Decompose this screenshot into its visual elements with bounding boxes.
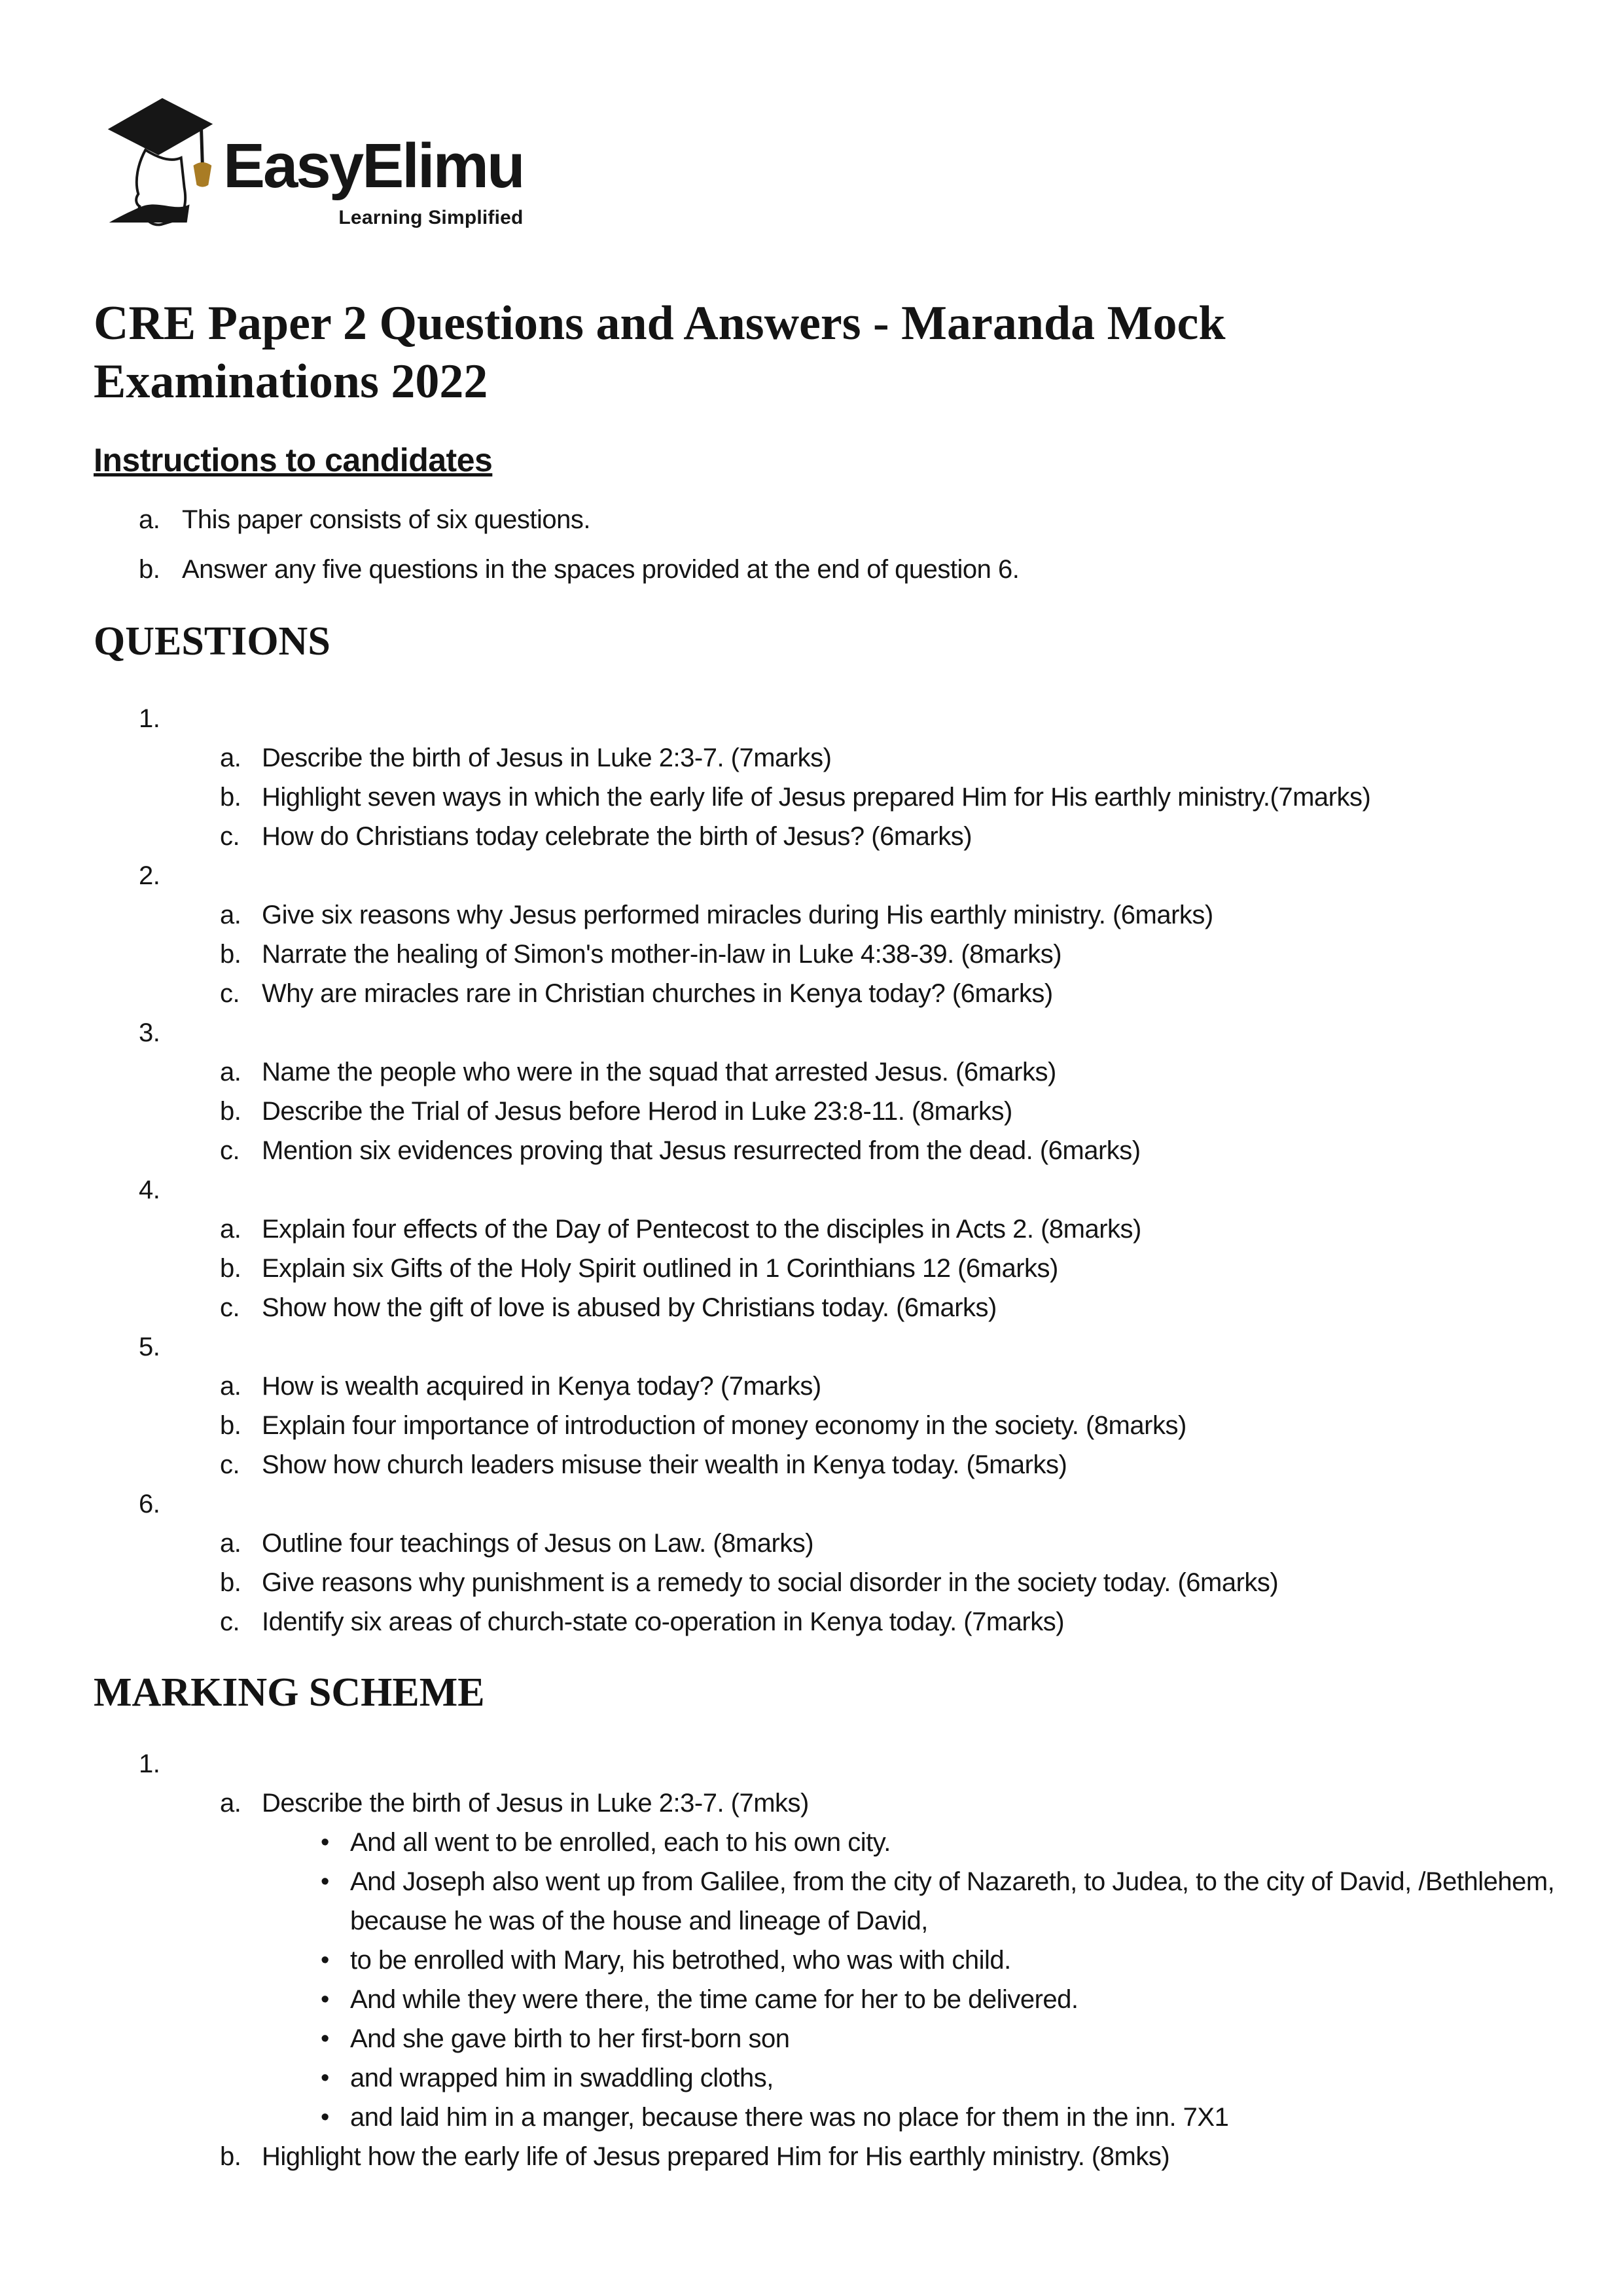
question-part xyxy=(94,1563,1558,1602)
question-part xyxy=(94,1092,1558,1131)
part-text: How is wealth acquired in Kenya today? (7marks) xyxy=(262,1371,821,1401)
instructions-heading: Instructions to candidates xyxy=(94,441,493,478)
part-text: Name the people who were in the squad that arrested Jesus. (6marks) xyxy=(262,1057,1056,1086)
question-part xyxy=(94,1602,1558,1641)
part-marker: b. xyxy=(220,939,241,969)
instruction-marker: a. xyxy=(139,505,160,535)
question-number-label: 6. xyxy=(139,1489,160,1518)
question-1 xyxy=(94,699,1558,856)
marking-scheme-heading: MARKING SCHEME xyxy=(94,1670,485,1715)
brand-name: EasyElimu xyxy=(223,131,524,201)
marking-scheme xyxy=(94,1744,1558,2176)
question-part xyxy=(94,738,1558,778)
part-marker: a. xyxy=(220,743,241,772)
page-title: CRE Paper 2 Questions and Answers - Maranda Mock Examinations 2022 xyxy=(94,296,1226,408)
part-marker: a. xyxy=(220,900,241,929)
question-part xyxy=(94,817,1558,856)
bullet-text: • And Joseph also went up from Galilee, from the city of Nazareth, to Judea, to the city of David, /Bethlehem, because he was of the house and lineage of David, xyxy=(350,1867,1555,1936)
part-marker: b. xyxy=(220,1096,241,1126)
part-text: Highlight seven ways in which the early life of Jesus prepared Him for His earthly ministry.(7marks) xyxy=(262,782,1371,812)
question-number-label: 5. xyxy=(139,1332,160,1361)
part-text: Describe the birth of Jesus in Luke 2:3-7. (7marks) xyxy=(262,743,832,772)
instruction-item xyxy=(94,550,1558,589)
part-marker: b. xyxy=(220,1568,241,1597)
question-part xyxy=(94,778,1558,817)
bullet-text: • And she gave birth to her first-born son xyxy=(350,2024,790,2054)
bullet-text: • And all went to be enrolled, each to his own city. xyxy=(350,1828,891,1857)
question-part xyxy=(94,935,1558,974)
question-part xyxy=(94,974,1558,1013)
bullet-text: • And while they were there, the time came for her to be delivered. xyxy=(350,1985,1079,2015)
part-marker: c. xyxy=(220,978,240,1008)
question-number xyxy=(94,1013,1558,1052)
question-4 xyxy=(94,1170,1558,1327)
part-text: Describe the birth of Jesus in Luke 2:3-7. (7mks) xyxy=(262,1789,809,1818)
part-marker: a. xyxy=(220,1371,241,1401)
questions-list xyxy=(94,699,1558,1641)
question-part xyxy=(94,1052,1558,1092)
part-text: Show how church leaders misuse their wealth in Kenya today. (5marks) xyxy=(262,1450,1067,1479)
part-text: Explain six Gifts of the Holy Spirit outlined in 1 Corinthians 12 (6marks) xyxy=(262,1253,1058,1283)
instruction-text: Answer any five questions in the spaces provided at the end of question 6. xyxy=(182,555,1020,584)
instruction-text: This paper consists of six questions. xyxy=(182,505,591,535)
part-text: Narrate the healing of Simon's mother-in-law in Luke 4:38-39. (8marks) xyxy=(262,939,1062,969)
part-text: Explain four effects of the Day of Pentecost to the disciples in Acts 2. (8marks) xyxy=(262,1214,1141,1244)
question-number-label: 2. xyxy=(139,861,160,890)
question-part xyxy=(94,1288,1558,1327)
part-text: Show how the gift of love is abused by Christians today. (6marks) xyxy=(262,1293,997,1322)
bullet-text: • and laid him in a manger, because there was no place for them in the inn. 7X1 xyxy=(350,2103,1229,2132)
part-marker: a. xyxy=(220,1214,241,1244)
part-marker: b. xyxy=(220,1253,241,1283)
question-part xyxy=(94,1445,1558,1484)
instructions-list xyxy=(94,500,1558,589)
instruction-marker: b. xyxy=(139,555,160,584)
question-part xyxy=(94,1131,1558,1170)
part-marker: b. xyxy=(220,1410,241,1440)
question-5 xyxy=(94,1327,1558,1484)
answer-bullet xyxy=(94,1823,1558,1862)
question-part xyxy=(94,1406,1558,1445)
question-number-label: 3. xyxy=(139,1018,160,1047)
part-text: Give reasons why punishment is a remedy to social disorder in the society today. (6marks) xyxy=(262,1568,1279,1597)
logo-text xyxy=(223,90,524,232)
question-number-label: 1. xyxy=(139,704,160,733)
question-number xyxy=(94,1327,1558,1367)
part-marker: c. xyxy=(220,821,240,851)
ms-part-a xyxy=(94,1784,1558,1823)
ms-question-number-label: 1. xyxy=(139,1749,160,1779)
part-text: Explain four importance of introduction of money economy in the society. (8marks) xyxy=(262,1410,1186,1440)
part-marker: c. xyxy=(220,1450,240,1479)
part-text: How do Christians today celebrate the birth of Jesus? (6marks) xyxy=(262,821,972,851)
answer-bullet xyxy=(94,1862,1558,1941)
questions-heading: QUESTIONS xyxy=(94,619,330,664)
question-3 xyxy=(94,1013,1558,1170)
question-part xyxy=(94,1367,1558,1406)
part-text: Why are miracles rare in Christian churches in Kenya today? (6marks) xyxy=(262,978,1053,1008)
bullet-text: • and wrapped him in swaddling cloths, xyxy=(350,2064,774,2093)
question-number xyxy=(94,1484,1558,1524)
part-marker: c. xyxy=(220,1293,240,1322)
part-marker: b. xyxy=(220,2142,241,2172)
question-number-label: 4. xyxy=(139,1175,160,1204)
answer-bullet xyxy=(94,2058,1558,2098)
part-marker: a. xyxy=(220,1789,241,1818)
part-text: Mention six evidences proving that Jesus resurrected from the dead. (6marks) xyxy=(262,1136,1141,1165)
ms-part-b xyxy=(94,2137,1558,2176)
part-text: Identify six areas of church-state co-operation in Kenya today. (7marks) xyxy=(262,1607,1065,1636)
part-text: Describe the Trial of Jesus before Herod in Luke 23:8-11. (8marks) xyxy=(262,1096,1012,1126)
ms-answer-bullets xyxy=(94,1823,1558,2137)
part-marker: a. xyxy=(220,1057,241,1086)
answer-bullet xyxy=(94,1941,1558,1980)
question-number xyxy=(94,1170,1558,1210)
question-part xyxy=(94,1210,1558,1249)
question-part xyxy=(94,895,1558,935)
part-text: Highlight how the early life of Jesus prepared Him for His earthly ministry. (8mks) xyxy=(262,2142,1170,2172)
brand-tagline: Learning Simplified xyxy=(338,207,524,228)
part-text: Give six reasons why Jesus performed miracles during His earthly ministry. (6marks) xyxy=(262,900,1213,929)
graduate-head-icon xyxy=(104,90,217,226)
answer-bullet xyxy=(94,2019,1558,2058)
part-marker: a. xyxy=(220,1528,241,1558)
question-2 xyxy=(94,856,1558,1013)
question-6 xyxy=(94,1484,1558,1641)
easyelimu-logo xyxy=(104,90,1558,229)
answer-bullet xyxy=(94,2098,1558,2137)
part-marker: c. xyxy=(220,1607,240,1636)
question-part xyxy=(94,1249,1558,1288)
question-part xyxy=(94,1524,1558,1563)
bullet-text: • to be enrolled with Mary, his betrothed, who was with child. xyxy=(350,1946,1011,1975)
ms-question-number xyxy=(94,1744,1558,1784)
question-number xyxy=(94,699,1558,738)
answer-bullet xyxy=(94,1980,1558,2019)
part-marker: c. xyxy=(220,1136,240,1165)
instruction-item xyxy=(94,500,1558,539)
question-number xyxy=(94,856,1558,895)
part-text: Outline four teachings of Jesus on Law. (8marks) xyxy=(262,1528,814,1558)
part-marker: b. xyxy=(220,782,241,812)
